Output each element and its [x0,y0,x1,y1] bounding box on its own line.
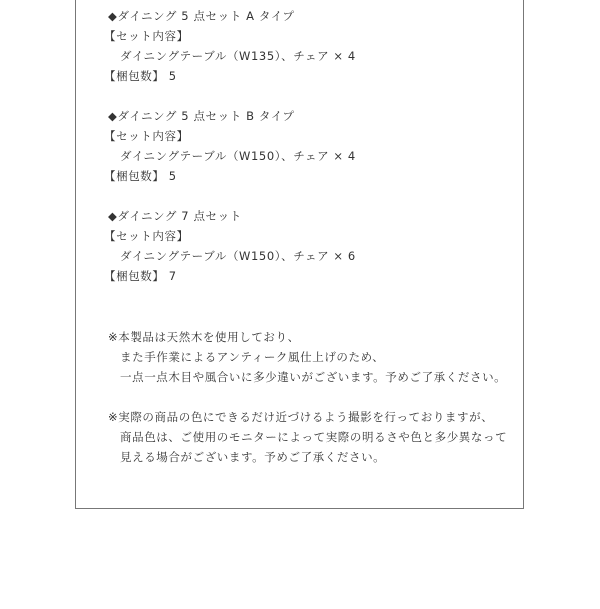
note-wood-line-1: ※本製品は天然木を使用しており、 [108,330,300,344]
note-color-line-2: 商品色は、ご使用のモニターによって実際の明るさや色と多少異なって [120,430,508,444]
set-b-packages: 【梱包数】 5 [104,169,177,183]
set-7-contents-label: 【セット内容】 [104,229,189,243]
set-a-contents-label: 【セット内容】 [104,29,189,43]
set-7-contents: ダイニングテーブル（W150）、チェア × 6 [120,249,356,263]
note-color-line-1: ※実際の商品の色にできるだけ近づけるよう撮影を行っておりますが、 [108,410,494,424]
set-b-title: ◆ダイニング 5 点セット B タイプ [108,109,295,123]
note-wood-line-3: 一点一点木目や風合いに多少違いがございます。予めご了承ください。 [120,370,507,384]
set-a-packages: 【梱包数】 5 [104,69,177,83]
note-color-line-3: 見える場合がございます。予めご了承ください。 [120,450,386,464]
set-7-title: ◆ダイニング 7 点セット [108,209,242,223]
set-a-contents: ダイニングテーブル（W135）、チェア × 4 [120,49,356,63]
set-b-contents-label: 【セット内容】 [104,129,189,143]
set-b-contents: ダイニングテーブル（W150）、チェア × 4 [120,149,356,163]
set-a-title: ◆ダイニング 5 点セット A タイプ [108,9,295,23]
note-wood-line-2: また手作業によるアンティーク風仕上げのため、 [120,350,385,364]
set-7-packages: 【梱包数】 7 [104,269,177,283]
